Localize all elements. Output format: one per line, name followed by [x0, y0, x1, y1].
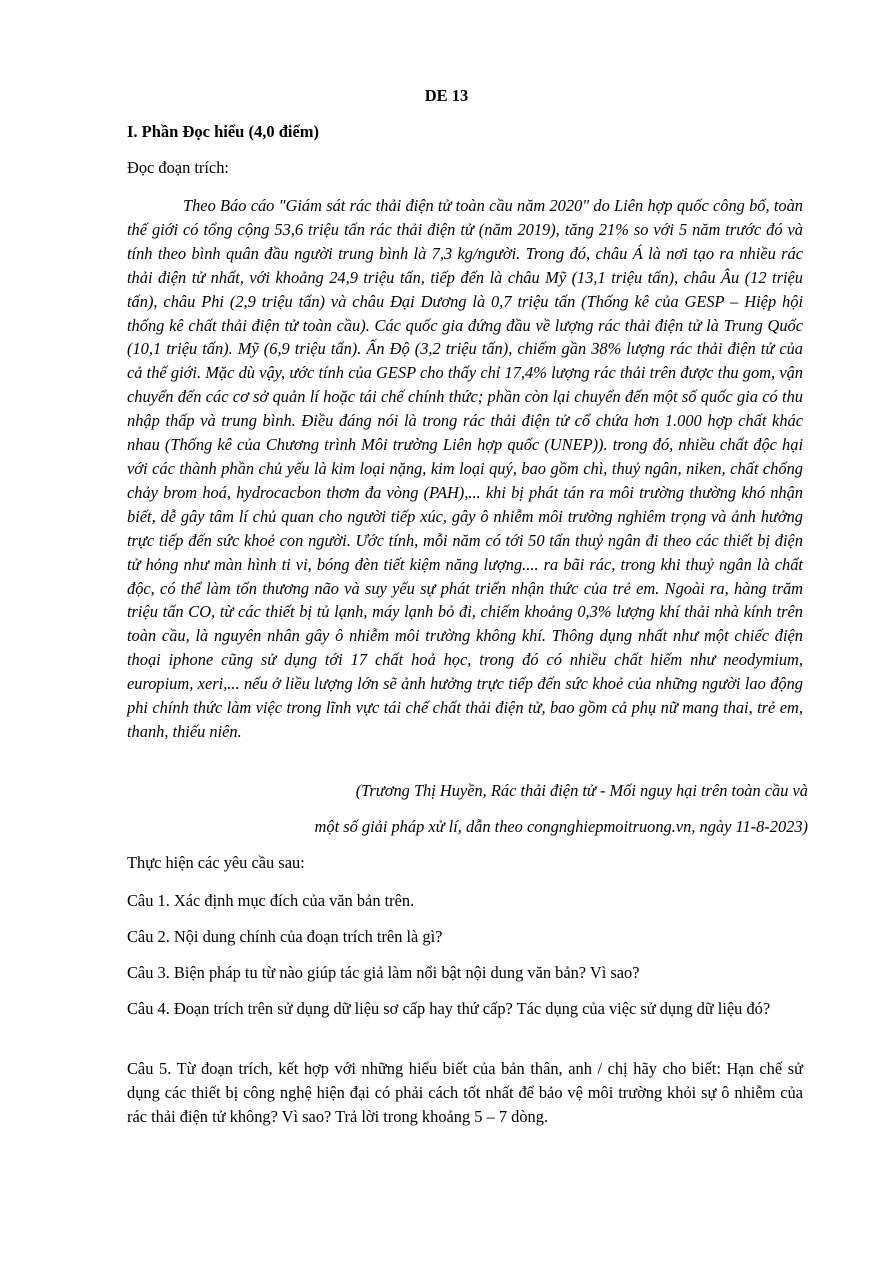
question-1: Câu 1. Xác định mục đích của văn bản trên.: [127, 891, 415, 910]
task-heading: Thực hiện các yêu cầu sau:: [127, 853, 305, 872]
source-citation-line-2: một số giải pháp xử lí, dẫn theo congnghiepmoitruong.vn, ngày 11-8-2023): [314, 817, 808, 836]
exam-title: DE 13: [424, 86, 469, 105]
reading-passage: Theo Báo cáo "Giám sát rác thải điện tử toàn cầu năm 2020" do Liên hợp quốc công bố, toàn thế giới có tổng cộng 53,6 triệu tấn rác thải điện tử (năm 2019), tăng 21% so với 5 năm trước đó và tính theo bình quân đầu người trung bình là 7,3 kg/người. Trong đó, châu Á là nơi tạo ra nhiều rác thải điện tử nhất, với khoảng 24,9 triệu tấn, tiếp đến là châu Mỹ (13,1 triệu tấn), châu Âu (12 triệu tấn), châu Phi (2,9 triệu tấn) và châu Đại Dương là 0,7 triệu tấn (Thống kê của GESP – Hiệp hội thống kê chất thải điện tử toàn cầu). Các quốc gia đứng đầu về lượng rác thải điện tử là Trung Quốc (10,1 triệu tấn). Mỹ (6,9 triệu tấn). Ấn Độ (3,2 triệu tấn), chiếm gần 38% lượng rác thải điện tử của cả thế giới. Mặc dù vậy, ước tính của GESP cho thấy chỉ 17,4% lượng rác thải trên được thu gom, vận chuyển đến các cơ sở quản lí hoặc tái chế chính thức; phần còn lại chuyển đến một số quốc gia có thu nhập thấp và trung bình. Điều đáng nói là trong rác thải điện tử cổ chứa hơn 1.000 hợp chất khác nhau (Thống kê của Chương trình Môi trường Liên hợp quốc (UNEP)). trong đó, nhiều chất độc hại với các thành phần chủ yếu là kim loại nặng, kim loại quý, bao gồm chì, thuỷ ngân, niken, chất chống chảy brom hoá, hydrocacbon thơm đa vòng (PAH),... khi bị phát tán ra môi trường thường khó nhận biết, dễ gây tâm lí chủ quan cho người tiếp xúc, gây ô nhiễm môi trường nghiêm trọng và ảnh hưởng trực tiếp đến sức khoẻ con người. Ước tính, mỗi năm có tới 50 tấn thuỷ ngân đi theo các thiết bị điện tử hỏng như màn hình ti vi, bóng đèn tiết kiệm năng lượng.... ra bãi rác, trong khi thuỷ ngân là chất độc, có thể làm tổn thương não và suy yếu sự phát triển nhận thức của trẻ em. Ngoài ra, hàng trăm triệu tấn CO, từ các thiết bị tủ lạnh, máy lạnh bỏ đi, chiếm khoảng 0,3% lượng khí thải nhà kính trên toàn cầu, là nguyên nhân gây ô nhiễm môi trường không khí. Thông dụng nhất như một chiếc điện thoại iphone cũng sử dụng tới 17 chất hoả học, trong đó có nhiều chất hiếm như neodymium, europium, xeri,... nếu ở liều lượng lớn sẽ ảnh hưởng trực tiếp đến sức khoẻ của những người lao động phi chính thức làm việc trong lĩnh vực tái chế chất thải điện tử, bao gồm cả phụ nữ mang thai, trẻ em, thanh, thiếu niên.: [127, 196, 803, 741]
question-4: Câu 4. Đoạn trích trên sử dụng dữ liệu sơ cấp hay thứ cấp? Tác dụng của việc sử dụng dữ liệu đó?: [127, 999, 771, 1018]
question-2: Câu 2. Nội dung chính của đoạn trích trên là gì?: [127, 927, 443, 946]
question-3: Câu 3. Biện pháp tu từ nào giúp tác giả làm nổi bật nội dung văn bản? Vì sao?: [127, 963, 640, 982]
section-heading: I. Phần Đọc hiểu (4,0 điểm): [127, 122, 320, 141]
intro-text: Đọc đoạn trích:: [127, 158, 229, 177]
source-citation-line-1: (Trương Thị Huyền, Rác thải điện tử - Mối nguy hại trên toàn cầu và: [355, 781, 808, 800]
question-5: Câu 5. Từ đoạn trích, kết hợp với những hiểu biết của bản thân, anh / chị hãy cho biết: Hạn chế sử dụng các thiết bị công nghệ hiện đại có phải cách tốt nhất để bảo vệ môi trường khỏi sự ô nhiễm của rác thải điện tử không? Vì sao? Trả lời trong khoảng 5 – 7 dòng.: [127, 1059, 803, 1126]
